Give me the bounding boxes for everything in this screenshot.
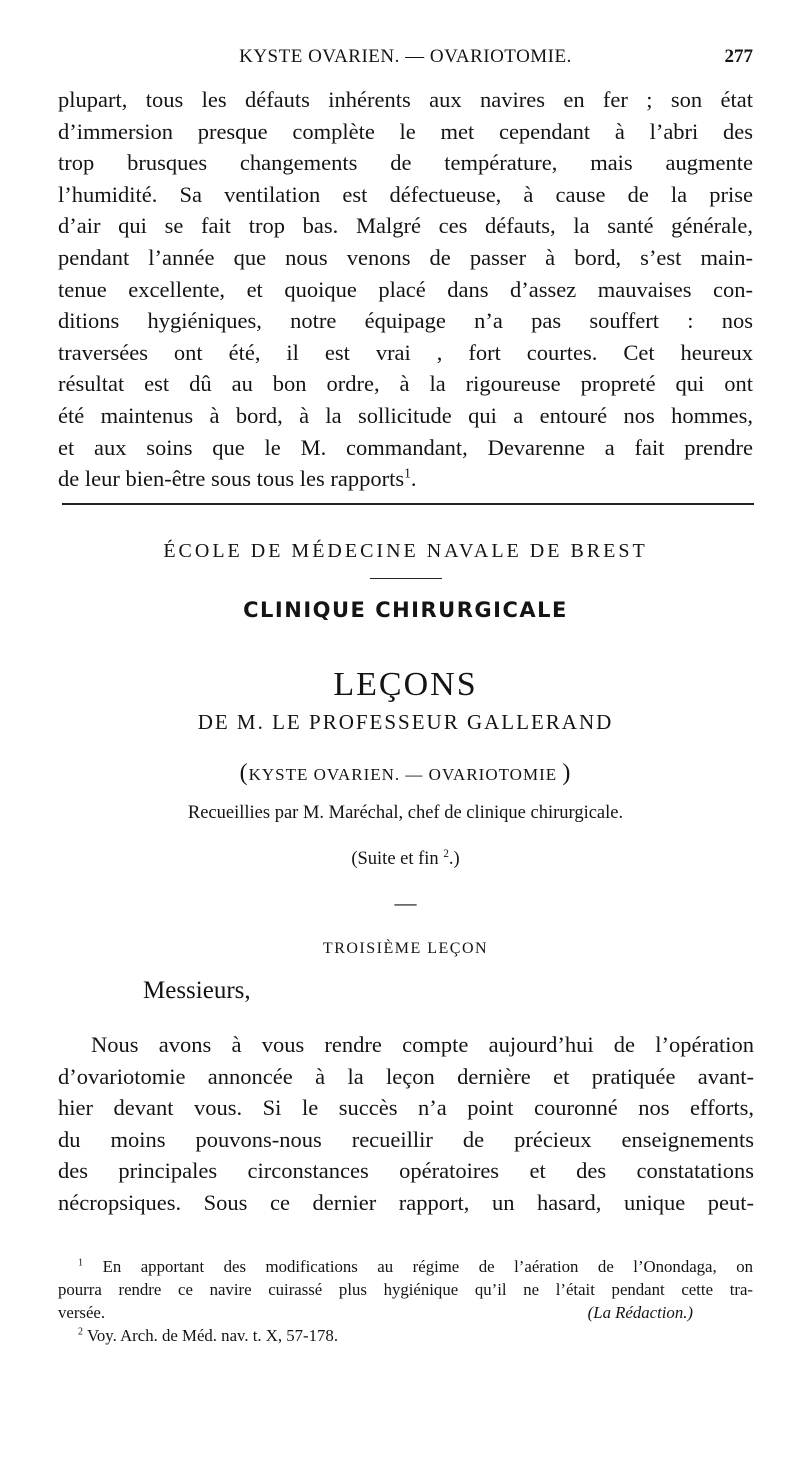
- text-line: d’ovariotomie annoncée à la leçon dernière et pratiquée avant-: [58, 1063, 754, 1089]
- footnote-ref-2[interactable]: 2: [443, 847, 449, 860]
- text-line: tenue excellente, et quoique placé dans d’assez mauvaises con-: [58, 276, 753, 302]
- text-line: du moins pouvons-nous recueillir de précieux enseignements: [58, 1126, 754, 1152]
- lecons-title: LEÇONS: [333, 666, 478, 703]
- text-line: Nous avons à vous rendre compte aujourd’hui de l’opération: [91, 1032, 754, 1057]
- text-line: d’immersion presque complète le met cependant à l’abri des: [58, 118, 753, 144]
- footnote-ref-1[interactable]: 1: [404, 465, 411, 481]
- text-line: trop brusques changements de température, mais augmente: [58, 150, 753, 176]
- text-line: été maintenus à bord, à la sollicitude qui a entouré nos hommes,: [58, 402, 753, 428]
- footnote-1-text: versée.: [58, 1303, 106, 1322]
- collected-by-line: Recueillies par M. Maréchal, chef de clinique chirurgicale.: [187, 803, 624, 823]
- suite-line: [58, 849, 753, 870]
- text-line: nécropsiques. Sous ce dernier rapport, un hasard, unique peut-: [58, 1189, 754, 1215]
- text-line: et aux soins que le M. commandant, Devarenne a fait prendre: [58, 434, 753, 460]
- footnote-2-line: [58, 1324, 753, 1347]
- text-line: ditions hygiéniques, notre équipage n’a pas souffert : nos: [58, 308, 753, 334]
- text-line: hier devant vous. Si le succès n’a point couronné nos efforts,: [58, 1095, 754, 1121]
- text-line-last: [58, 463, 753, 495]
- text-line: traversées ont été, il est vrai , fort courtes. Cet heureux: [58, 339, 753, 365]
- text-line: des principales circonstances opératoires et des constatations: [58, 1158, 754, 1184]
- footnotes: [58, 1255, 753, 1347]
- footnote-2-marker: 2: [78, 1326, 84, 1338]
- footnote-1-line: pourra rendre ce navire cuirassé plus hygiénique qu’il ne l’était pendant cette tra-: [58, 1280, 753, 1299]
- text-line: plupart, tous les défauts inhérents aux navires en fer ; son état: [58, 87, 753, 112]
- professor-line: DE M. LE PROFESSEUR GALLERAND: [197, 710, 614, 734]
- running-title: KYSTE OVARIEN. — OVARIOTOMIE.: [239, 46, 572, 67]
- subject-text: KYSTE OVARIEN. — OVARIOTOMIE: [248, 765, 558, 784]
- lesson-heading: TROISIÈME LEÇON: [322, 940, 489, 957]
- text-line: l’humidité. Sa ventilation est défectueuse, à cause de la prise: [58, 181, 753, 207]
- body-paragraph: [58, 1029, 754, 1219]
- footnote-1-line: [58, 1301, 753, 1324]
- suite-close: .): [448, 849, 460, 869]
- paren-close: ): [562, 760, 572, 786]
- footnote-1-line: [58, 1255, 753, 1278]
- paren-open: (: [239, 760, 249, 786]
- footnote-1-text: En apportant des modifications au régime de l’aération de l’Onondaga, on: [102, 1257, 753, 1276]
- editor-signature: (La Rédaction.): [587, 1303, 693, 1322]
- text-line: pendant l’année que nous venons de passer à bord, s’est main-: [58, 244, 753, 270]
- section-divider: [62, 503, 754, 505]
- intro-paragraph: [58, 84, 753, 495]
- short-rule: [370, 578, 442, 579]
- footnote-1-marker: 1: [78, 1257, 84, 1269]
- salutation: Messieurs,: [143, 977, 251, 1004]
- text-fragment: de leur bien-être sous tous les rapports: [58, 466, 405, 492]
- subject-line: [58, 760, 753, 787]
- page-number: 277: [724, 46, 753, 67]
- footnote-2-text: Voy. Arch. de Méd. nav. t. X, 57-178.: [86, 1326, 339, 1345]
- dash-separator: —: [394, 890, 417, 915]
- text-line: d’air qui se fait trop bas. Malgré ces défauts, la santé générale,: [58, 213, 753, 239]
- section-heading: CLINIQUE CHIRURGICALE: [243, 598, 568, 622]
- school-heading: ÉCOLE DE MÉDECINE NAVALE DE BREST: [163, 540, 648, 562]
- text-fragment: .: [410, 466, 417, 492]
- suite-text: (Suite et fin: [351, 849, 439, 869]
- running-header: [58, 46, 753, 76]
- text-line: résultat est dû au bon ordre, à la rigoureuse propreté qui ont: [58, 371, 753, 397]
